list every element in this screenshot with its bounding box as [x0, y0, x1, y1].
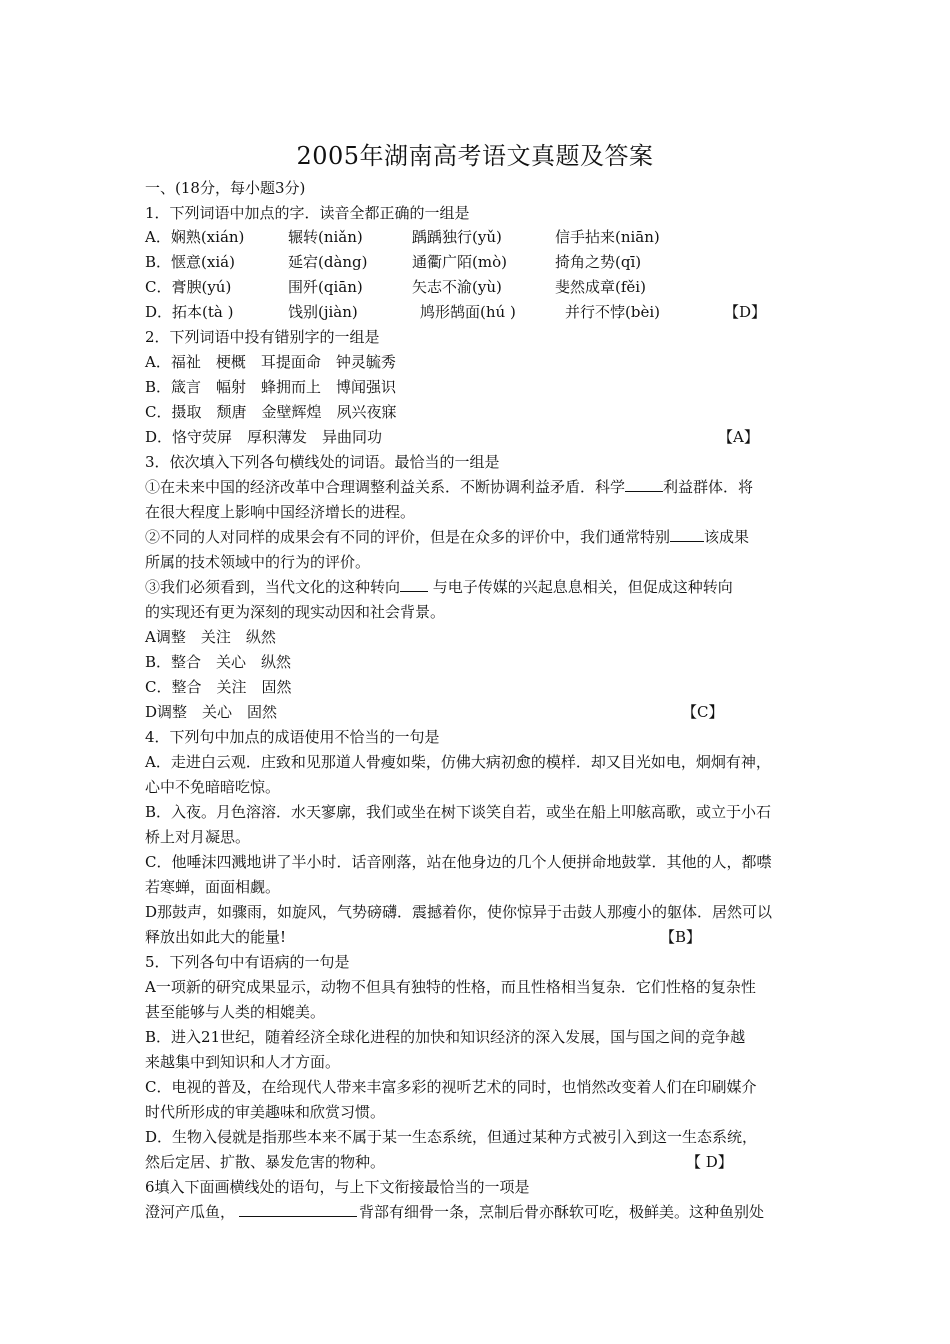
answer-badge: 【A】	[718, 428, 759, 446]
question-2-stem: 2．下列词语中投有错别字的一组是	[145, 328, 380, 346]
option-cell: 信手拈来(niān)	[555, 228, 660, 246]
option-line: 若寒蝉，面面相觑。	[145, 878, 281, 896]
sentence-text: ②不同的人对同样的成果会有不同的评价，但是在众多的评价中，我们通常特别	[145, 528, 671, 546]
fill-blank	[625, 477, 663, 492]
option-line: B．入夜。月色溶溶．水天寥廓，我们或坐在树下谈笑自若，或坐在船上叩舷高歌，或立于小石	[145, 803, 772, 821]
sentence-line: 的实现还有更为深刻的现实动因和社会背景。	[145, 603, 446, 621]
sentence-text: 背部有细骨一条，烹制后骨亦酥软可吃，极鲜美。这种鱼别处	[359, 1203, 765, 1221]
fill-blank	[239, 1202, 357, 1217]
option-line: D．生物入侵就是指那些本来不属于某一生态系统，但通过某种方式被引入到这一生态系统，	[145, 1128, 758, 1146]
page-title: 2005年湖南高考语文真题及答案	[296, 142, 654, 170]
option-line: C．整合 关注 固然	[145, 678, 292, 696]
option-line: 甚至能够与人类的相媲美。	[145, 1003, 326, 1021]
option-line: A．福祉 梗概 耳提面命 钟灵毓秀	[145, 353, 396, 371]
option-line: D调整 关心 固然	[145, 703, 278, 721]
option-cell: 辗转(niǎn)	[288, 228, 363, 246]
option-line: C．电视的普及，在给现代人带来丰富多彩的视听艺术的同时，也悄然改变着人们在印刷媒介	[145, 1078, 757, 1096]
option-cell: 矢志不渝(yù)	[412, 278, 502, 296]
option-cell: 鸠形鹄面(hú )	[420, 303, 516, 321]
option-cell: C．膏腴(yú)	[145, 278, 232, 296]
option-cell: D．拓本(tà )	[145, 303, 234, 321]
option-line: D那鼓声，如骤雨，如旋风，气势磅礴．震撼着你，使你惊异于击鼓人那瘦小的躯体．居然可以	[145, 903, 773, 921]
option-line: 来越集中到知识和人才方面。	[145, 1053, 341, 1071]
answer-badge: 【 D】	[686, 1153, 733, 1171]
sentence-text: 该成果	[704, 528, 750, 546]
sentence-text: 澄河产瓜鱼，	[145, 1203, 236, 1221]
answer-badge: 【D】	[724, 303, 767, 321]
option-line: 桥上对月凝思。	[145, 828, 251, 846]
option-cell: A．娴熟(xián)	[145, 228, 245, 246]
question-3-stem: 3．依次填入下列各句横线处的词语。最恰当的一组是	[145, 453, 500, 471]
answer-badge: 【B】	[660, 928, 702, 946]
sentence-line	[145, 1202, 764, 1222]
sentence-text: ③我们必须看到，当代文化的这种转向	[145, 578, 401, 596]
option-line: A一项新的研究成果显示，动物不但具有独特的性格，而且性格相当复杂．它们性格的复杂性	[145, 978, 756, 996]
sentence-line	[145, 577, 733, 597]
option-cell: 围歼(qiān)	[288, 278, 363, 296]
sentence-text: 与电子传媒的兴起息息相关，但促成这种转向	[428, 578, 733, 596]
question-6-stem: 6填入下面画横线处的语句，与上下文衔接最恰当的一项是	[145, 1178, 530, 1196]
fill-blank	[670, 527, 704, 542]
option-line: B．箴言 幅射 蜂拥而上 博闻强识	[145, 378, 397, 396]
option-cell: 掎角之势(qī)	[555, 253, 642, 271]
sentence-line: 所属的技术领域中的行为的评价。	[145, 553, 371, 571]
option-line: 心中不免暗暗吃惊。	[145, 778, 281, 796]
option-line: C．摄取 颓唐 金壁辉煌 夙兴夜寐	[145, 403, 397, 421]
option-line: D．恪守荧屏 厚积薄发 异曲同功	[145, 428, 383, 446]
sentence-text: ①在未来中国的经济改革中合理调整利益关系．不断协调利益矛盾．科学	[145, 478, 626, 496]
section-heading: 一、(18分，每小题3分)	[145, 179, 306, 197]
option-line: B．进入21世纪，随着经济全球化进程的加快和知识经济的深入发展，国与国之间的竞争越	[145, 1028, 746, 1046]
sentence-line	[145, 477, 753, 497]
question-4-stem: 4．下列句中加点的成语使用不恰当的一句是	[145, 728, 440, 746]
option-line: 释放出如此大的能量!	[145, 928, 287, 946]
question-1-stem: 1．下列词语中加点的字．读音全都正确的一组是	[145, 204, 470, 222]
option-line: A调整 关注 纵然	[145, 628, 276, 646]
option-line: 然后定居、扩散、暴发危害的物种。	[145, 1153, 386, 1171]
option-cell: 饯别(jiàn)	[288, 303, 358, 321]
option-line: A．走进白云观．庄致和见那道人骨瘦如柴，仿佛大病初愈的模样．却又目光如电，炯炯有神，	[145, 753, 771, 771]
option-line: 时代所形成的审美趣味和欣赏习惯。	[145, 1103, 386, 1121]
option-line: B．整合 关心 纵然	[145, 653, 292, 671]
answer-badge: 【C】	[682, 703, 724, 721]
option-cell: 斐然成章(fěi)	[555, 278, 646, 296]
option-cell: 通衢广陌(mò)	[412, 253, 507, 271]
sentence-line: 在很大程度上影响中国经济增长的进程。	[145, 503, 416, 521]
fill-blank	[400, 577, 428, 592]
sentence-text: 利益群体．将	[663, 478, 754, 496]
question-5-stem: 5．下列各句中有语病的一句是	[145, 953, 350, 971]
sentence-line	[145, 527, 749, 547]
option-line: C．他唾沫四溅地讲了半小时．话音刚落，站在他身边的几个人便拼命地鼓掌．其他的人，都噤	[145, 853, 772, 871]
option-cell: B．惬意(xiá)	[145, 253, 235, 271]
option-cell: 延宕(dàng)	[288, 253, 368, 271]
option-cell: 踽踽独行(yǔ)	[412, 228, 502, 246]
option-cell: 并行不悖(bèi)	[565, 303, 660, 321]
